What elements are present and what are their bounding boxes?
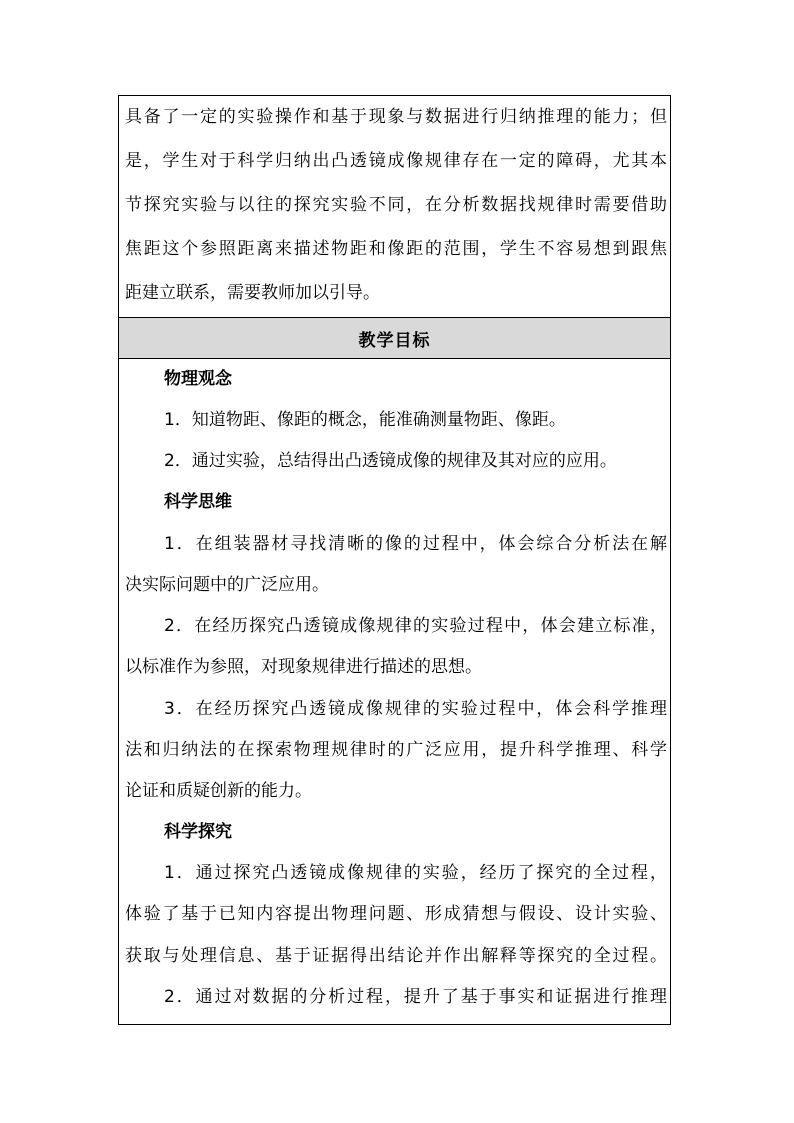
- scientific-thinking-item: 3．在经历探究凸透镜成像规律的实验过程中，体会科学推理: [164, 699, 667, 719]
- intro-line: 具备了一定的实验操作和基于现象与数据进行归纳推理的能力；但: [125, 107, 667, 127]
- scientific-inquiry-item: 1．通过探究凸透镜成像规律的实验，经历了探究的全过程，: [164, 863, 667, 883]
- physics-concept-item: 1．知道物距、像距的概念，能准确测量物距、像距。: [164, 410, 566, 430]
- scientific-thinking-item: 2．在经历探究凸透镜成像规律的实验过程中，体会建立标准，: [164, 616, 667, 636]
- intro-line: 距建立联系，需要教师加以引导。: [125, 283, 380, 303]
- teaching-goals-cell: [119, 359, 670, 1024]
- scientific-thinking-item: 论证和质疑创新的能力。: [125, 781, 312, 801]
- intro-line: 是，学生对于科学归纳出凸透镜成像规律存在一定的障碍，尤其本: [125, 151, 667, 171]
- physics-concept-title: 物理观念: [164, 369, 232, 389]
- physics-concept-item: 2．通过实验，总结得出凸透镜成像的规律及其对应的应用。: [164, 451, 617, 471]
- scientific-thinking-item: 1．在组装器材寻找清晰的像的过程中，体会综合分析法在解: [164, 534, 667, 554]
- scientific-inquiry-title: 科学探究: [164, 822, 232, 842]
- section-header-label: 教学目标: [358, 330, 431, 351]
- scientific-thinking-item: 决实际问题中的广泛应用。: [125, 575, 329, 595]
- lesson-plan-table: [118, 95, 671, 1025]
- scientific-inquiry-item: 体验了基于已知内容提出物理问题、形成猜想与假设、设计实验、: [125, 904, 667, 924]
- teaching-goals-header: [119, 317, 670, 359]
- scientific-thinking-item: 法和归纳法的在探索物理规律时的广泛应用，提升科学推理、科学: [125, 740, 667, 760]
- scientific-inquiry-item: 2．通过对数据的分析过程，提升了基于事实和证据进行推理: [164, 987, 667, 1007]
- scientific-thinking-title: 科学思维: [164, 492, 232, 512]
- intro-line: 节探究实验与以往的探究实验不同，在分析数据找规律时需要借助: [125, 195, 667, 215]
- scientific-inquiry-item: 获取与处理信息、基于证据得出结论并作出解释等探究的全过程。: [125, 946, 667, 966]
- student-analysis-cell: [119, 96, 670, 317]
- scientific-thinking-item: 以标准作为参照，对现象规律进行描述的思想。: [125, 657, 482, 677]
- intro-line: 焦距这个参照距离来描述物距和像距的范围，学生不容易想到跟焦: [125, 239, 667, 259]
